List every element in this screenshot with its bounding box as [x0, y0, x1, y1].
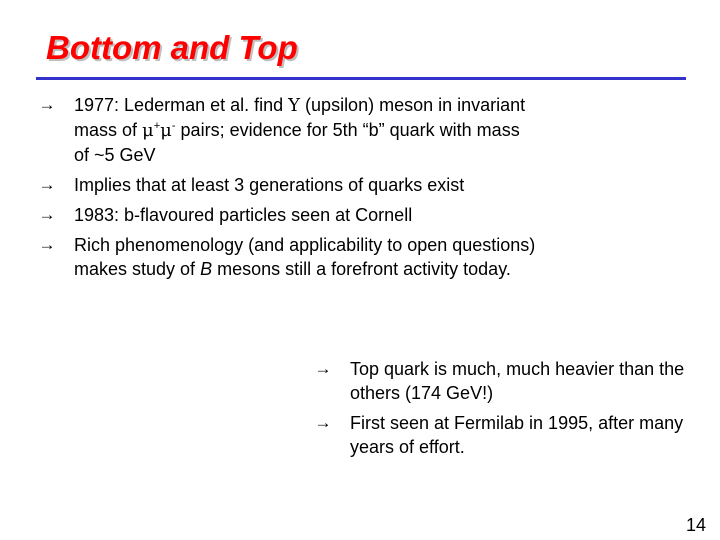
arrow-bullet-icon: →: [38, 95, 56, 114]
list-item: → First seen at Fermilab in 1995, after many years of effort.: [312, 411, 692, 459]
arrow-bullet-icon: →: [314, 413, 332, 432]
slide-title: Bottom and Top: [46, 29, 298, 66]
secondary-bullet-list: [312, 357, 692, 465]
page-number: 14: [685, 515, 706, 535]
arrow-bullet-icon: →: [38, 175, 56, 194]
title-underline: [36, 77, 686, 80]
list-item: → Top quark is much, much heavier than the others (174 GeV!): [312, 357, 692, 405]
list-item: → Implies that at least 3 generations of quarks exist: [36, 173, 536, 197]
main-bullet-list: [36, 93, 536, 287]
list-item: → 1983: b-flavoured particles seen at Cornell: [36, 203, 536, 227]
arrow-bullet-icon: →: [38, 235, 56, 254]
arrow-bullet-icon: →: [38, 205, 56, 224]
list-item: → Rich phenomenology (and applicability to open questions) makes study of B mesons still a forefront activity today.: [36, 233, 536, 281]
list-item: → 1977: Lederman et al. find Υ (upsilon) meson in invariant mass of μ+μ- pairs; evidence for 5th “b” quark with mass of ~5 GeV: [36, 93, 536, 167]
upsilon-symbol: Υ: [288, 95, 301, 116]
arrow-bullet-icon: →: [314, 359, 332, 378]
